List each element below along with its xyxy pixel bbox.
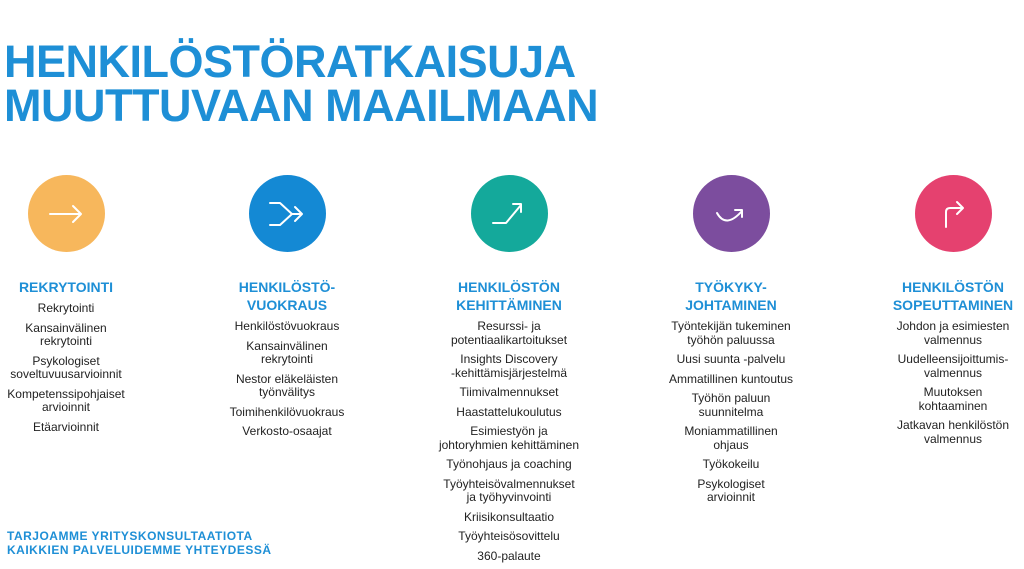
list-item: Uudelleensijoittumis- valmennus [897,352,1009,380]
arrow-right-icon [45,193,87,235]
list-item: Resurssi- ja potentiaalikartoitukset [450,319,568,347]
column-title: TYÖKYKY- JOHTAMINEN [685,279,777,313]
list-item: Kansainvälinen rekrytointi [25,320,107,348]
step-up-arrow-icon [488,193,530,235]
list-item: Nestor eläkeläisten työnvälitys [235,371,339,399]
column-title: HENKILÖSTÖN SOPEUTTAMINEN [892,279,1014,313]
list-item: Esimiestyön ja johtoryhmien kehittäminen [438,424,580,452]
list-item: Toimihenkilövuokraus [229,404,345,419]
list-item: Johdon ja esimiesten valmennus [896,319,1010,347]
circle-henkiloston-sopeuttaminen [915,175,992,252]
column-henkiloston-kehittaminen [434,175,584,569]
list-item: Kompetenssipohjaiset arvioinnit [7,386,125,414]
list-item: Insights Discovery -kehittämisjärjestelmä [450,352,568,380]
column-title: HENKILÖSTÖ- VUOKRAUS [238,279,336,313]
circle-tyokykyjohtaminen [693,175,770,252]
list-item: Työntekijän tukeminen työhön paluussa [671,319,791,347]
list-item: Työyhteisövalmennukset ja työhyvinvointi [443,476,575,504]
list-item: Uusi suunta -palvelu [676,352,786,366]
circle-henkiloston-kehittaminen [471,175,548,252]
curve-arrow-icon [710,193,752,235]
list-item: Henkilöstövuokraus [234,319,340,333]
list-item: Psykologiset soveltuvuusarvioinnit [10,353,122,381]
column-rekrytointi [0,175,141,440]
list-item: Muutoksen kohtaaminen [918,385,988,413]
list-item: Työkokeilu [702,457,760,471]
column-tyokykyjohtaminen [656,175,806,511]
list-item: Kansainvälinen rekrytointi [246,338,328,366]
turn-arrow-icon [932,193,974,235]
circle-rekrytointi [28,175,105,252]
list-item: Työyhteisösovittelu [458,529,560,543]
list-item: Haastattelukoulutus [456,404,562,419]
list-item: Rekrytointi [37,301,95,315]
list-item: Tiimivalmennukset [459,385,559,399]
list-item: Psykologiset arvioinnit [697,476,765,504]
circle-henkilostovuokraus [249,175,326,252]
list-item: Kriisikonsultaatio [463,509,555,524]
footer-note: TARJOAMME YRITYSKONSULTAATIOTA KAIKKIEN PALVELUIDEMME YHTEYDESSÄ [7,529,272,557]
list-item: Verkosto-osaajat [242,424,332,438]
column-henkiloston-sopeuttaminen [878,175,1024,452]
merge-arrow-icon [266,193,308,235]
list-item: Ammatillinen kuntoutus [668,371,794,386]
column-henkilostovuokraus [212,175,362,445]
column-title: REKRYTOINTI [18,279,114,295]
page-title: HENKILÖSTÖRATKAISUJA MUUTTUVAAN MAAILMAAN [4,36,599,131]
list-item: Työhön paluun suunnitelma [691,391,771,419]
list-item: Etäarvioinnit [32,419,100,434]
list-item: Jatkavan henkilöstön valmennus [896,418,1010,446]
list-item: Moniammatillinen ohjaus [684,424,778,452]
list-item: Työnohjaus ja coaching [446,457,572,471]
column-title: HENKILÖSTÖN KEHITTÄMINEN [456,279,562,313]
list-item: 360-palaute [477,548,541,563]
